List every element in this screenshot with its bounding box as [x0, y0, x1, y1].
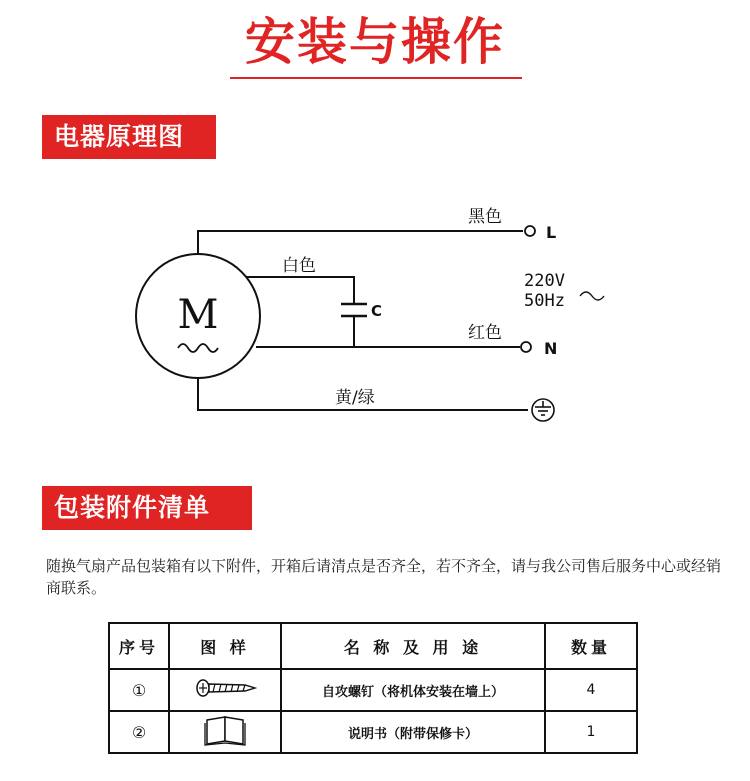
screw-icon	[193, 677, 257, 699]
terminal-n-label: N	[544, 339, 558, 358]
table-row	[109, 669, 637, 711]
row-figure	[169, 669, 281, 711]
table-row	[109, 711, 637, 753]
terminal-n-circle	[521, 342, 531, 352]
frequency-label: 50Hz	[524, 291, 565, 311]
row-qty: 4	[545, 669, 637, 711]
header-qty: 数量	[545, 623, 637, 669]
row-name: 自攻螺钉（将机体安装在墙上）	[281, 669, 545, 711]
wire-white-line	[244, 277, 354, 303]
wire-red-label: 红色	[468, 323, 502, 343]
parts-table	[108, 622, 638, 754]
capacitor-label: C	[371, 302, 383, 320]
terminal-l-circle	[525, 226, 535, 236]
header-name: 名 称 及 用 途	[281, 623, 545, 669]
booklet-icon	[203, 714, 247, 746]
terminal-l-label: L	[546, 223, 557, 242]
row-no: ①	[109, 669, 169, 711]
section-heading-circuit: 电器原理图	[42, 115, 216, 159]
wiring-diagram	[0, 190, 750, 430]
wire-black-line	[198, 231, 523, 265]
wire-white-label: 白色	[282, 256, 316, 276]
wire-black-label: 黑色	[468, 207, 502, 227]
page-title: 安装与操作	[245, 13, 505, 71]
section-heading-parts: 包装附件清单	[42, 486, 252, 530]
header-no: 序号	[109, 623, 169, 669]
row-figure	[169, 711, 281, 753]
page-title-wrap	[0, 12, 750, 72]
table-header-row	[109, 623, 637, 669]
voltage-label: 220V	[524, 271, 565, 291]
ground-icon	[532, 399, 554, 421]
row-name: 说明书（附带保修卡）	[281, 711, 545, 753]
ac-symbol-icon	[580, 292, 604, 300]
title-underline	[230, 77, 522, 79]
row-no: ②	[109, 711, 169, 753]
row-qty: 1	[545, 711, 637, 753]
intro-text: 随换气扇产品包装箱有以下附件，开箱后请清点是否齐全，若不齐全，请与我公司售后服务中心或经销商联系。	[46, 557, 722, 597]
wire-ground-label: 黄/绿	[335, 388, 375, 408]
header-figure: 图 样	[169, 623, 281, 669]
motor-letter: M	[177, 292, 219, 338]
